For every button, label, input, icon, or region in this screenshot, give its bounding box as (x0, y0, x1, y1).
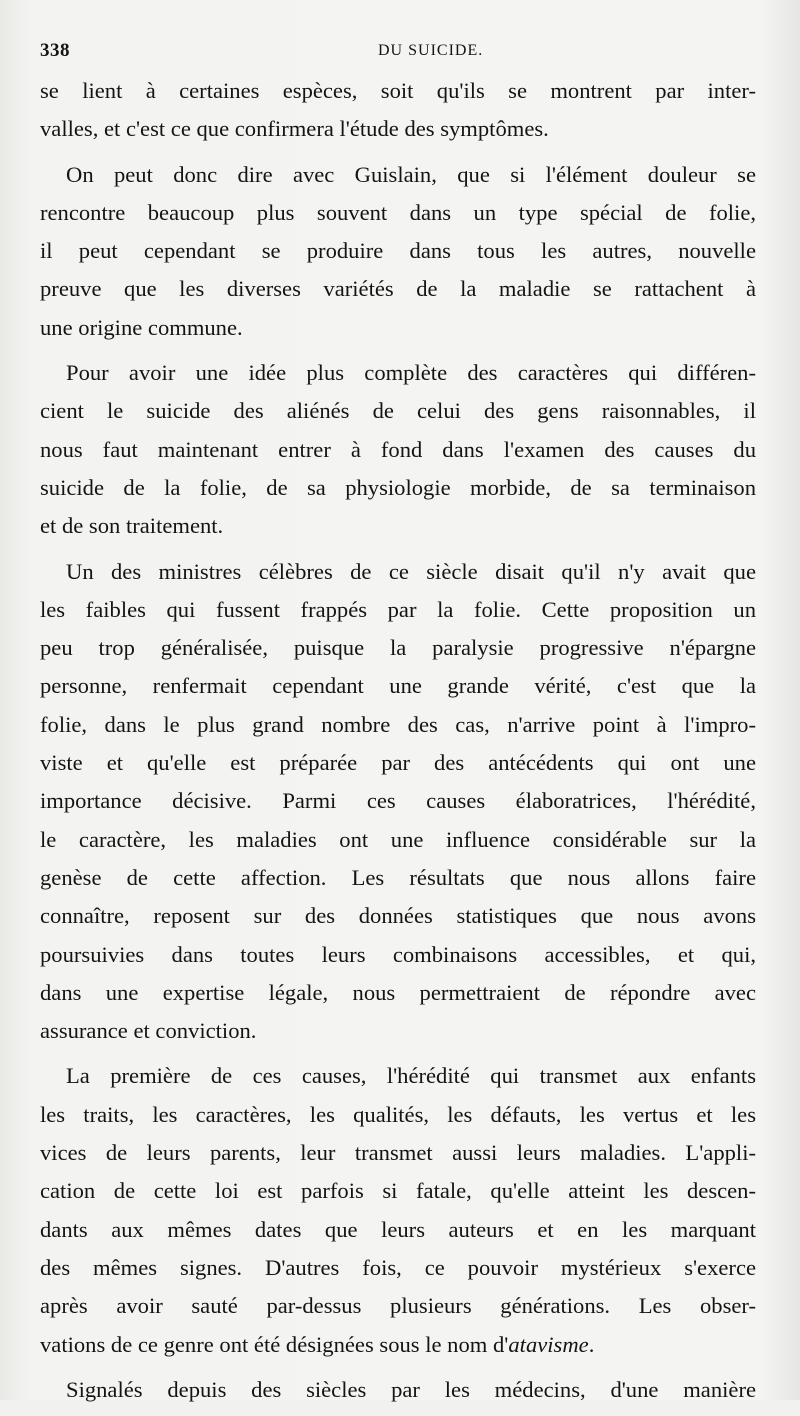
text-line: les faibles qui fussent frappés par la folie. Cette proposition un (40, 596, 756, 622)
paragraph (40, 1371, 756, 1409)
text-line: connaître, reposent sur des données statistiques que nous avons (40, 903, 756, 929)
text-line: genèse de cette affection. Les résultats que nous allons faire (40, 864, 756, 890)
text-line: La première de ces causes, l'hérédité qui transmet aux enfants (66, 1063, 756, 1089)
text-line: suicide de la folie, de sa physiologie morbide, de sa terminaison (40, 474, 756, 500)
text-line: Signalés depuis des siècles par les médecins, d'une manière (66, 1376, 756, 1402)
text-segment: vations de ce genre ont été désignées sous le nom d' (40, 1331, 509, 1357)
text-line: Pour avoir une idée plus complète des caractères qui différen- (66, 360, 756, 386)
text-line: On peut donc dire avec Guislain, que si l'élément douleur se (66, 161, 756, 187)
italic-term: atavisme (508, 1331, 589, 1357)
text-line: il peut cependant se produire dans tous les autres, nouvelle (40, 238, 756, 264)
page-header (40, 40, 760, 66)
text-line: assurance et conviction. (40, 1018, 257, 1044)
body-text (40, 72, 756, 1416)
text-line: peu trop généralisée, puisque la paralysie progressive n'épargne (40, 635, 756, 661)
text-line: poursuivies dans toutes leurs combinaisons accessibles, et qui, (40, 941, 756, 967)
paragraph (40, 72, 756, 149)
text-line: après avoir sauté par-dessus plusieurs générations. Les obser- (40, 1293, 756, 1319)
text-segment: . (588, 1331, 595, 1357)
text-line: rencontre beaucoup plus souvent dans un type spécial de folie, (40, 199, 756, 225)
text-line: vices de leurs parents, leur transmet aussi leurs maladies. L'appli- (40, 1140, 756, 1166)
text-line: des mêmes signes. D'autres fois, ce pouvoir mystérieux s'exerce (40, 1254, 756, 1280)
text-line: se lient à certaines espèces, soit qu'ils se montrent par inter- (40, 78, 756, 103)
text-line: folie, dans le plus grand nombre des cas, n'arrive point à l'impro- (40, 711, 756, 737)
paragraph (40, 156, 756, 347)
text-line: Un des ministres célèbres de ce siècle disait qu'il n'y avait que (66, 558, 756, 584)
paragraph (40, 354, 756, 545)
text-line: une origine commune. (40, 314, 243, 340)
text-line: personne, renfermait cependant une grande vérité, c'est que la (40, 673, 756, 699)
running-head: DU SUICIDE. (378, 42, 484, 59)
text-line: cation de cette loi est parfois si fatale, qu'elle atteint les descen- (40, 1178, 756, 1204)
text-line: valles, et c'est ce que confirmera l'étude des symptômes. (40, 116, 549, 142)
paragraph (40, 1057, 756, 1363)
text-line: preuve que les diverses variétés de la maladie se rattachent à (40, 276, 756, 302)
text-line: et de son traitement. (40, 513, 224, 539)
text-line: dans une expertise légale, nous permettraient de répondre avec (40, 979, 756, 1005)
text-line: importance décisive. Parmi ces causes élaboratrices, l'hérédité, (40, 788, 756, 814)
page-number: 338 (40, 40, 70, 61)
text-line: viste et qu'elle est préparée par des antécédents qui ont une (40, 750, 756, 776)
text-line: cient le suicide des aliénés de celui des gens raisonnables, il (40, 398, 756, 424)
text-line: nous faut maintenant entrer à fond dans l'examen des causes du (40, 436, 756, 462)
text-line: les traits, les caractères, les qualités, les défauts, les vertus et les (40, 1101, 756, 1127)
text-line: dants aux mêmes dates que leurs auteurs et en les marquant (40, 1216, 756, 1242)
text-line (40, 1326, 756, 1364)
paragraph (40, 553, 756, 1051)
text-line: le caractère, les maladies ont une influence considérable sur la (40, 826, 756, 852)
